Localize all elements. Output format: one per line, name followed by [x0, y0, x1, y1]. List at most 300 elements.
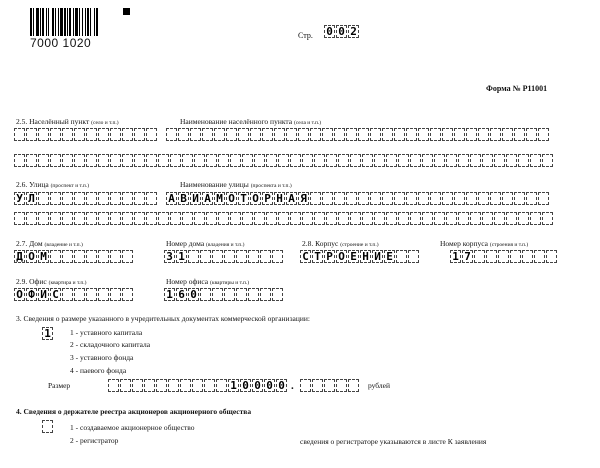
s27-num-cells-cell[interactable]	[236, 250, 247, 263]
s26-cont-cells-cell[interactable]	[482, 212, 493, 225]
s25-name-cells-cell[interactable]	[166, 128, 177, 141]
s26-name-cells-cell[interactable]: И	[190, 192, 201, 205]
s4-choice-cell[interactable]	[42, 420, 54, 433]
s26-cont-cells-cell[interactable]	[230, 212, 241, 225]
s26-name-cells-cell[interactable]	[502, 192, 513, 205]
s3-kopeks-cells-cell[interactable]	[300, 379, 311, 392]
s3-amount-cells-cell[interactable]	[156, 379, 167, 392]
s25-cont-cells-cell[interactable]	[314, 154, 325, 167]
s28-type-cells-cell[interactable]: Е	[384, 250, 395, 263]
s25-type-cells-cell[interactable]	[134, 128, 145, 141]
s26-cont-cells-cell[interactable]	[134, 212, 145, 225]
s3-choice-cell[interactable]	[42, 327, 54, 340]
s29-num-cells-cell[interactable]	[248, 288, 259, 301]
s25-cont-cells-cell[interactable]	[350, 154, 361, 167]
s25-name-cells-cell[interactable]	[226, 128, 237, 141]
s25-name-cells-cell[interactable]	[310, 128, 321, 141]
s25-name-cells-cell[interactable]	[322, 128, 333, 141]
s25-cont-cells-cell[interactable]	[386, 154, 397, 167]
s26-cont-cells-cell[interactable]	[218, 212, 229, 225]
s27-num-cells-cell[interactable]: 1	[176, 250, 187, 263]
s26-cont-cells-cell[interactable]	[62, 212, 73, 225]
s26-name-cells-cell[interactable]	[442, 192, 453, 205]
s25-cont-cells-cell[interactable]	[494, 154, 505, 167]
s3-amount-cells-cell[interactable]	[132, 379, 143, 392]
barcode	[30, 8, 126, 36]
s3-kopeks-cells-cell[interactable]	[336, 379, 347, 392]
s28-type-cells-cell[interactable]	[396, 250, 407, 263]
s25-cont-cells-cell[interactable]	[470, 154, 481, 167]
s25-cont-cells-cell[interactable]	[26, 154, 37, 167]
s27-num-label: Номер дома (владения и т.п.)	[166, 239, 245, 248]
s25-type-cells-cell[interactable]	[74, 128, 85, 141]
s25-cont-cells[interactable]	[14, 154, 554, 167]
s25-cont-cells-cell[interactable]	[254, 154, 265, 167]
s25-type-cells-cell[interactable]	[146, 128, 157, 141]
s26-type-cells-cell[interactable]	[98, 192, 109, 205]
s25-cont-cells-cell[interactable]	[218, 154, 229, 167]
s28-num-cells-cell[interactable]	[510, 250, 521, 263]
s28-type-cells[interactable]	[300, 250, 420, 263]
s26-cont-cells-cell[interactable]	[410, 212, 421, 225]
s26-type-cells-cell[interactable]	[50, 192, 61, 205]
s26-type-cells-cell[interactable]	[86, 192, 97, 205]
s3-choice-cell-cell[interactable]: 1	[42, 327, 53, 340]
s3-currency: рублей	[368, 381, 391, 390]
s25-type-cells-cell[interactable]	[110, 128, 121, 141]
s26-cont-cells-cell[interactable]	[110, 212, 121, 225]
s25-cont-cells-cell[interactable]	[530, 154, 541, 167]
s26-cont-cells-cell[interactable]	[146, 212, 157, 225]
s25-cont-cells-cell[interactable]	[278, 154, 289, 167]
s25-name-cells-cell[interactable]	[178, 128, 189, 141]
s25-type-cells-cell[interactable]	[38, 128, 49, 141]
s25-name-cells-cell[interactable]	[406, 128, 417, 141]
s26-cont-cells-cell[interactable]	[494, 212, 505, 225]
s26-type-cells-cell[interactable]	[122, 192, 133, 205]
s25-name-cells-cell[interactable]	[466, 128, 477, 141]
s25-name-cells-cell[interactable]	[454, 128, 465, 141]
s25-cont-cells-cell[interactable]	[458, 154, 469, 167]
s25-type-cells[interactable]	[14, 128, 158, 141]
s25-name-cells-cell[interactable]	[502, 128, 513, 141]
s29-num-cells-cell[interactable]: 1	[164, 288, 175, 301]
s26-cont-cells-cell[interactable]	[350, 212, 361, 225]
s29-num-cells-cell[interactable]	[212, 288, 223, 301]
s25-name-cells-cell[interactable]	[394, 128, 405, 141]
s26-name-cells-cell[interactable]	[478, 192, 489, 205]
s25-type-cells-cell[interactable]	[62, 128, 73, 141]
s26-cont-cells-cell[interactable]	[338, 212, 349, 225]
s26-cont-cells-cell[interactable]	[362, 212, 373, 225]
s27-num-cells-cell[interactable]	[188, 250, 199, 263]
s26-cont-cells-cell[interactable]	[14, 212, 25, 225]
s27-num-cells-cell[interactable]	[200, 250, 211, 263]
s26-cont-cells-cell[interactable]	[386, 212, 397, 225]
s3-amount-cells-cell[interactable]	[144, 379, 155, 392]
s26-name-cells-cell[interactable]: Т	[238, 192, 249, 205]
s26-name-cells-cell[interactable]: О	[226, 192, 237, 205]
s26-type-cells-cell[interactable]: У	[14, 192, 25, 205]
s26-label: 2.6. Улица (проспект и т.п.)	[16, 180, 90, 189]
s26-name-cells-cell[interactable]: М	[214, 192, 225, 205]
s27-type-cells-cell[interactable]	[62, 250, 73, 263]
s25-name-cells-cell[interactable]	[382, 128, 393, 141]
s26-name-cells-cell[interactable]	[514, 192, 525, 205]
s3-amount-cells-cell[interactable]: 0	[240, 379, 251, 392]
s26-cont-cells[interactable]	[14, 212, 554, 225]
s25-type-cells-cell[interactable]	[26, 128, 37, 141]
s4-option-2: 2 - регистратор	[70, 436, 119, 445]
s29-num-cells-cell[interactable]: 0	[188, 288, 199, 301]
s27-num-cells-cell[interactable]	[224, 250, 235, 263]
s25-cont-cells-cell[interactable]	[326, 154, 337, 167]
s26-type-cells-cell[interactable]	[74, 192, 85, 205]
s3-amount-cells-cell[interactable]	[216, 379, 227, 392]
s25-cont-cells-cell[interactable]	[230, 154, 241, 167]
s26-name-cells-cell[interactable]	[538, 192, 549, 205]
s26-name-cells-cell[interactable]	[418, 192, 429, 205]
s29-type-cells[interactable]	[14, 288, 134, 301]
s25-cont-cells-cell[interactable]	[170, 154, 181, 167]
s25-type-cells-cell[interactable]	[122, 128, 133, 141]
s26-cont-cells-cell[interactable]	[158, 212, 169, 225]
s28-num-cells-cell[interactable]: 7	[462, 250, 473, 263]
s26-cont-cells-cell[interactable]	[518, 212, 529, 225]
s25-name-cells-cell[interactable]	[202, 128, 213, 141]
s25-cont-cells-cell[interactable]	[266, 154, 277, 167]
form-number: Форма № Р11001	[486, 84, 548, 93]
s26-name-cells-cell[interactable]	[406, 192, 417, 205]
s25-name-cells-cell[interactable]	[346, 128, 357, 141]
s3-kopeks-cells[interactable]	[300, 379, 360, 392]
s28-type-cells-cell[interactable]: О	[336, 250, 347, 263]
s26-cont-cells-cell[interactable]	[422, 212, 433, 225]
s29-num-cells-cell[interactable]	[236, 288, 247, 301]
s3-amount-cells[interactable]	[108, 379, 288, 392]
s26-cont-cells-cell[interactable]	[26, 212, 37, 225]
s25-name-cells-cell[interactable]	[358, 128, 369, 141]
s25-name-cells-cell[interactable]	[538, 128, 549, 141]
s26-cont-cells-cell[interactable]	[470, 212, 481, 225]
s28-type-cells-cell[interactable]: Е	[348, 250, 359, 263]
s25-cont-cells-cell[interactable]	[422, 154, 433, 167]
s29-num-cells-cell[interactable]	[200, 288, 211, 301]
s27-num-cells-cell[interactable]	[260, 250, 271, 263]
s26-name-label: Наименование улицы (проспекта и т.п.)	[180, 180, 292, 189]
s29-num-cells-cell[interactable]: 6	[176, 288, 187, 301]
s26-type-cells-cell[interactable]	[146, 192, 157, 205]
s25-cont-cells-cell[interactable]	[122, 154, 133, 167]
s28-num-cells-cell[interactable]	[546, 250, 557, 263]
s27-type-cells-cell[interactable]: О	[26, 250, 37, 263]
s26-cont-cells-cell[interactable]	[326, 212, 337, 225]
s25-cont-cells-cell[interactable]	[110, 154, 121, 167]
s26-name-cells-cell[interactable]: А	[166, 192, 177, 205]
s29-type-cells-cell[interactable]	[62, 288, 73, 301]
s26-cont-cells-cell[interactable]	[434, 212, 445, 225]
s3-kopeks-cells-cell[interactable]	[312, 379, 323, 392]
s26-cont-cells-cell[interactable]	[98, 212, 109, 225]
s27-num-cells-cell[interactable]	[248, 250, 259, 263]
s28-type-cells-cell[interactable]	[408, 250, 419, 263]
s29-num-cells-cell[interactable]	[272, 288, 283, 301]
s28-num-cells-cell[interactable]	[522, 250, 533, 263]
s26-cont-cells-cell[interactable]	[278, 212, 289, 225]
s25-name-cells-cell[interactable]	[430, 128, 441, 141]
s28-num-cells-cell[interactable]	[534, 250, 545, 263]
s27-type-cells-cell[interactable]: М	[38, 250, 49, 263]
s26-cont-cells-cell[interactable]	[314, 212, 325, 225]
s26-cont-cells-cell[interactable]	[122, 212, 133, 225]
s28-num-label: Номер корпуса (строения и т.п.)	[440, 239, 529, 248]
s25-label: 2.5. Населённый пункт (село и т.п.)	[16, 117, 119, 126]
s25-name-cells-cell[interactable]	[334, 128, 345, 141]
s4-choice-cell-cell[interactable]	[42, 420, 53, 433]
s25-type-cells-cell[interactable]	[14, 128, 25, 141]
s25-name-cells-cell[interactable]	[370, 128, 381, 141]
s25-type-cells-cell[interactable]	[86, 128, 97, 141]
s26-type-cells-cell[interactable]	[110, 192, 121, 205]
s25-cont-cells-cell[interactable]	[14, 154, 25, 167]
s28-num-cells-cell[interactable]	[486, 250, 497, 263]
s29-type-cells-cell[interactable]: Ф	[26, 288, 37, 301]
s26-cont-cells-cell[interactable]	[506, 212, 517, 225]
s26-cont-cells-cell[interactable]	[38, 212, 49, 225]
s25-cont-cells-cell[interactable]	[38, 154, 49, 167]
s26-name-cells-cell[interactable]: О	[250, 192, 261, 205]
s26-name-cells-cell[interactable]	[526, 192, 537, 205]
s26-cont-cells-cell[interactable]	[74, 212, 85, 225]
s25-name-cells-cell[interactable]	[478, 128, 489, 141]
s25-cont-cells-cell[interactable]	[518, 154, 529, 167]
s25-cont-cells-cell[interactable]	[134, 154, 145, 167]
s26-name-cells-cell[interactable]	[310, 192, 321, 205]
s3-amount-cells-cell[interactable]: 1	[228, 379, 239, 392]
s25-cont-cells-cell[interactable]	[446, 154, 457, 167]
s26-cont-cells-cell[interactable]	[458, 212, 469, 225]
page-number-cells-cell[interactable]: 0	[324, 25, 335, 38]
s25-cont-cells-cell[interactable]	[62, 154, 73, 167]
s3-option-2: 2 - складочного капитала	[70, 340, 151, 349]
s25-name-cells-cell[interactable]	[490, 128, 501, 141]
s26-cont-cells-cell[interactable]	[266, 212, 277, 225]
s26-cont-cells-cell[interactable]	[398, 212, 409, 225]
s3-amount-cells-cell[interactable]: 0	[276, 379, 287, 392]
s28-num-cells-cell[interactable]	[498, 250, 509, 263]
s25-name-cells-cell[interactable]	[442, 128, 453, 141]
s29-num-cells-cell[interactable]	[224, 288, 235, 301]
s28-num-cells-cell[interactable]	[474, 250, 485, 263]
s25-cont-cells-cell[interactable]	[242, 154, 253, 167]
s26-name-cells-cell[interactable]	[334, 192, 345, 205]
s25-cont-cells-cell[interactable]	[362, 154, 373, 167]
s29-type-cells-cell[interactable]: О	[14, 288, 25, 301]
s25-cont-cells-cell[interactable]	[290, 154, 301, 167]
corner-marker	[123, 8, 130, 15]
s3-amount-cells-cell[interactable]: 0	[252, 379, 263, 392]
s26-cont-cells-cell[interactable]	[194, 212, 205, 225]
page-number-cells-cell[interactable]: 0	[336, 25, 347, 38]
s29-num-label: Номер офиса (квартиры и т.п.)	[166, 277, 250, 286]
s27-type-cells-cell[interactable]	[110, 250, 121, 263]
s26-cont-cells-cell[interactable]	[170, 212, 181, 225]
s25-cont-cells-cell[interactable]	[206, 154, 217, 167]
s29-type-cells-cell[interactable]	[122, 288, 133, 301]
s25-cont-cells-cell[interactable]	[410, 154, 421, 167]
s26-type-cells-cell[interactable]	[134, 192, 145, 205]
s25-cont-cells-cell[interactable]	[158, 154, 169, 167]
s25-name-cells[interactable]	[166, 128, 550, 141]
s25-name-cells-cell[interactable]	[274, 128, 285, 141]
s26-cont-cells-cell[interactable]	[254, 212, 265, 225]
s26-cont-cells-cell[interactable]	[182, 212, 193, 225]
s3-kopeks-cells-cell[interactable]	[348, 379, 359, 392]
s26-name-cells-cell[interactable]	[490, 192, 501, 205]
s28-type-cells-cell[interactable]: Т	[312, 250, 323, 263]
s26-name-cells-cell[interactable]: Р	[262, 192, 273, 205]
s26-cont-cells-cell[interactable]	[242, 212, 253, 225]
s4-note: сведения о регистраторе указываются в листе К заявления	[300, 437, 487, 446]
s26-name-cells-cell[interactable]	[466, 192, 477, 205]
s26-name-cells-cell[interactable]	[394, 192, 405, 205]
s26-type-cells-cell[interactable]	[62, 192, 73, 205]
s25-cont-cells-cell[interactable]	[398, 154, 409, 167]
s29-label: 2.9. Офис (квартира и т.п.)	[16, 277, 87, 286]
s28-type-cells-cell[interactable]: С	[300, 250, 311, 263]
barcode-bars	[30, 8, 126, 36]
page-number-cells-cell[interactable]: 2	[348, 25, 359, 38]
s26-name-cells-cell[interactable]	[430, 192, 441, 205]
s27-num-cells-cell[interactable]	[212, 250, 223, 263]
s26-name-cells-cell[interactable]: Я	[298, 192, 309, 205]
s25-cont-cells-cell[interactable]	[182, 154, 193, 167]
s27-type-cells-cell[interactable]: Д	[14, 250, 25, 263]
s3-kopeks-cells-cell[interactable]	[324, 379, 335, 392]
s28-num-cells-cell[interactable]: 1	[450, 250, 461, 263]
s27-num-cells-cell[interactable]: 3	[164, 250, 175, 263]
s25-name-cells-cell[interactable]	[262, 128, 273, 141]
s27-type-cells-cell[interactable]	[50, 250, 61, 263]
s28-label: 2.8. Корпус (строение и т.п.)	[302, 239, 379, 248]
s25-cont-cells-cell[interactable]	[98, 154, 109, 167]
s26-cont-cells-cell[interactable]	[542, 212, 553, 225]
s26-name-cells-cell[interactable]	[346, 192, 357, 205]
s26-name-cells-cell[interactable]	[370, 192, 381, 205]
s29-type-cells-cell[interactable]: И	[38, 288, 49, 301]
s3-amount-cells-cell[interactable]	[108, 379, 119, 392]
s26-cont-cells-cell[interactable]	[374, 212, 385, 225]
s25-cont-cells-cell[interactable]	[482, 154, 493, 167]
s25-cont-cells-cell[interactable]	[194, 154, 205, 167]
s27-num-cells-cell[interactable]	[272, 250, 283, 263]
s25-cont-cells-cell[interactable]	[506, 154, 517, 167]
s26-name-cells-cell[interactable]: В	[178, 192, 189, 205]
s26-type-cells[interactable]	[14, 192, 158, 205]
s26-cont-cells-cell[interactable]	[206, 212, 217, 225]
s26-name-cells-cell[interactable]: Н	[274, 192, 285, 205]
s25-cont-cells-cell[interactable]	[86, 154, 97, 167]
s25-cont-cells-cell[interactable]	[74, 154, 85, 167]
s27-type-cells[interactable]	[14, 250, 134, 263]
s25-name-cells-cell[interactable]	[526, 128, 537, 141]
s27-type-cells-cell[interactable]	[98, 250, 109, 263]
s27-type-cells-cell[interactable]	[86, 250, 97, 263]
s3-title: 3. Сведения о размере указанного в учредительных документах коммерческой организации:	[16, 314, 310, 323]
s29-type-cells-cell[interactable]	[98, 288, 109, 301]
s25-name-cells-cell[interactable]	[286, 128, 297, 141]
s25-name-cells-cell[interactable]	[514, 128, 525, 141]
s26-type-cells-cell[interactable]: Л	[26, 192, 37, 205]
s29-type-cells-cell[interactable]	[74, 288, 85, 301]
s26-cont-cells-cell[interactable]	[50, 212, 61, 225]
s25-name-cells-cell[interactable]	[250, 128, 261, 141]
s29-type-cells-cell[interactable]: С	[50, 288, 61, 301]
s26-cont-cells-cell[interactable]	[86, 212, 97, 225]
s26-name-cells-cell[interactable]	[358, 192, 369, 205]
s29-num-cells-cell[interactable]	[260, 288, 271, 301]
s29-num-cells[interactable]	[164, 288, 284, 301]
s3-amount-cells-cell[interactable]: 0	[264, 379, 275, 392]
s27-type-cells-cell[interactable]	[122, 250, 133, 263]
s28-type-cells-cell[interactable]: Р	[324, 250, 335, 263]
s26-name-cells-cell[interactable]: А	[286, 192, 297, 205]
s25-name-cells-cell[interactable]	[298, 128, 309, 141]
s3-amount-cells-cell[interactable]	[120, 379, 131, 392]
s28-type-cells-cell[interactable]: И	[372, 250, 383, 263]
s26-type-cells-cell[interactable]	[38, 192, 49, 205]
s26-name-cells[interactable]	[166, 192, 550, 205]
s26-name-cells-cell[interactable]	[382, 192, 393, 205]
s26-cont-cells-cell[interactable]	[290, 212, 301, 225]
s25-cont-cells-cell[interactable]	[146, 154, 157, 167]
s25-type-cells-cell[interactable]	[50, 128, 61, 141]
s26-cont-cells-cell[interactable]	[302, 212, 313, 225]
s25-cont-cells-cell[interactable]	[338, 154, 349, 167]
s26-name-cells-cell[interactable]	[454, 192, 465, 205]
s25-name-cells-cell[interactable]	[214, 128, 225, 141]
s25-cont-cells-cell[interactable]	[434, 154, 445, 167]
s25-name-cells-cell[interactable]	[238, 128, 249, 141]
s26-name-cells-cell[interactable]	[322, 192, 333, 205]
s25-name-cells-cell[interactable]	[418, 128, 429, 141]
s25-type-cells-cell[interactable]	[98, 128, 109, 141]
page-number-cells[interactable]	[324, 25, 360, 38]
s25-cont-cells-cell[interactable]	[50, 154, 61, 167]
s3-amount-cells-cell[interactable]	[168, 379, 179, 392]
s28-num-cells[interactable]	[450, 250, 558, 263]
s3-amount-cells-cell[interactable]	[192, 379, 203, 392]
s25-name-cells-cell[interactable]	[190, 128, 201, 141]
s26-cont-cells-cell[interactable]	[530, 212, 541, 225]
s27-num-cells[interactable]	[164, 250, 284, 263]
s26-cont-cells-cell[interactable]	[446, 212, 457, 225]
s3-option-1: 1 - уставного капитала	[70, 328, 143, 337]
s29-type-cells-cell[interactable]	[110, 288, 121, 301]
s27-label: 2.7. Дом (владение и т.п.)	[16, 239, 83, 248]
s25-cont-cells-cell[interactable]	[542, 154, 553, 167]
s27-type-cells-cell[interactable]	[74, 250, 85, 263]
s25-cont-cells-cell[interactable]	[374, 154, 385, 167]
s3-amount-cells-cell[interactable]	[180, 379, 191, 392]
s3-amount-cells-cell[interactable]	[204, 379, 215, 392]
s3-option-4: 4 - паевого фонда	[70, 366, 127, 375]
s29-type-cells-cell[interactable]	[86, 288, 97, 301]
s28-type-cells-cell[interactable]: Н	[360, 250, 371, 263]
s25-cont-cells-cell[interactable]	[302, 154, 313, 167]
s4-title: 4. Сведения о держателе реестра акционеров акционерного общества	[16, 407, 252, 416]
s26-name-cells-cell[interactable]: А	[202, 192, 213, 205]
